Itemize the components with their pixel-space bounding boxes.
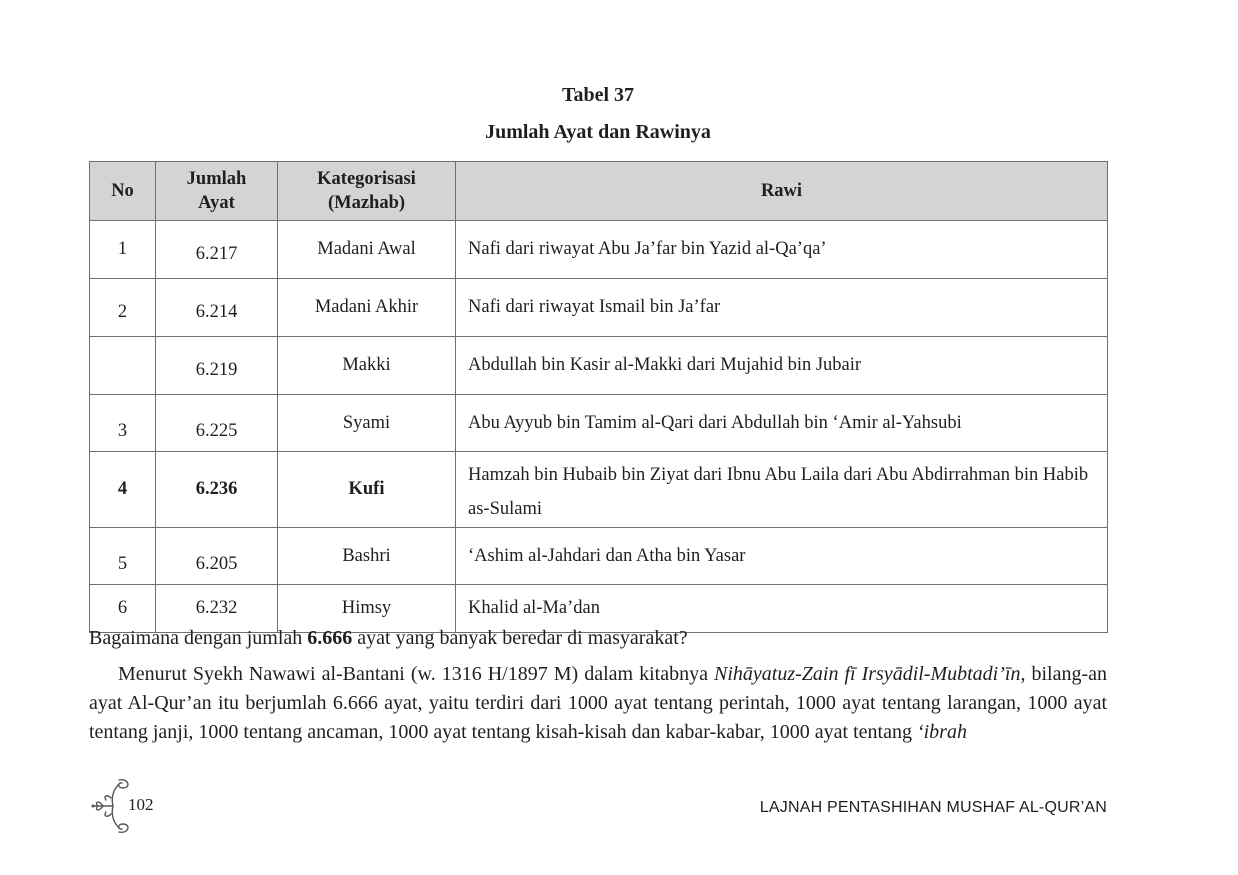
- cell-jumlah-ayat: 6.205: [156, 528, 278, 585]
- cell-rawi: Abdullah bin Kasir al-Makki dari Mujahid bin Jubair: [456, 337, 1108, 395]
- cell-no: 3: [90, 395, 156, 452]
- header-kategorisasi-line1: Kategorisasi: [317, 169, 416, 189]
- paragraph-text-middle: , bilang-an ayat Al-Qur’an itu berjumlah 6.666 ayat, yaitu terdiri dari 1000 ayat tentang perintah, 1000 ayat tentang larangan, 1000 ayat tentang janji, 1000 tentang ancaman, 1000 ayat tentang kisah-kisah dan kabar-kabar, 1000 ayat tentang: [89, 663, 1107, 743]
- paragraph-text-start: Menurut Syekh Nawawi al-Bantani (w. 1316 H/1897 M) dalam kitabnya: [118, 663, 714, 685]
- publisher-footer: LAJNAH PENTASHIHAN MUSHAF AL-QUR’AN: [759, 799, 1107, 816]
- table-row: [90, 221, 1108, 279]
- cell-rawi: Hamzah bin Hubaib bin Ziyat dari Ibnu Abu Laila dari Abu Abdirrahman bin Habib as-Sulami: [456, 452, 1108, 528]
- cell-jumlah-ayat: 6.214: [156, 279, 278, 337]
- cell-jumlah-ayat: 6.225: [156, 395, 278, 452]
- header-no: No: [90, 162, 156, 221]
- header-jumlah-ayat-line1: Jumlah: [186, 169, 247, 189]
- cell-jumlah-ayat: 6.219: [156, 337, 278, 395]
- table-row: [90, 452, 1108, 528]
- page-number: 102: [128, 795, 154, 814]
- header-rawi: Rawi: [456, 162, 1108, 221]
- cell-rawi: Nafi dari riwayat Ismail bin Ja’far: [456, 279, 1108, 337]
- cell-no: 5: [90, 528, 156, 585]
- table-row: [90, 279, 1108, 337]
- question-text-end: ayat yang banyak beredar di masyarakat?: [352, 627, 688, 649]
- data-table: [89, 161, 1108, 633]
- cell-rawi: Nafi dari riwayat Abu Ja’far bin Yazid al-Qa’qa’: [456, 221, 1108, 279]
- cell-no: 2: [90, 279, 156, 337]
- cell-rawi: ‘Ashim al-Jahdari dan Atha bin Yasar: [456, 528, 1108, 585]
- body-paragraph: [89, 660, 1107, 747]
- cell-mazhab: Kufi: [278, 452, 456, 528]
- cell-mazhab: Bashri: [278, 528, 456, 585]
- cell-mazhab: Makki: [278, 337, 456, 395]
- question-paragraph: [89, 624, 1107, 653]
- table-row: [90, 528, 1108, 585]
- cell-jumlah-ayat: 6.232: [156, 585, 278, 633]
- cell-no: 6: [90, 585, 156, 633]
- cell-jumlah-ayat: 6.217: [156, 221, 278, 279]
- table-title: Jumlah Ayat dan Rawinya: [485, 121, 711, 143]
- header-kategorisasi: [278, 162, 456, 221]
- cell-jumlah-ayat: 6.236: [156, 452, 278, 528]
- cell-no: 1: [90, 221, 156, 279]
- question-text-start: Bagaimana dengan jumlah: [89, 627, 308, 649]
- cell-no: 4: [90, 452, 156, 528]
- cell-no: [90, 337, 156, 395]
- paragraph-italic-ending: ‘ibrah: [916, 721, 967, 743]
- cell-mazhab: Syami: [278, 395, 456, 452]
- cell-mazhab: Madani Akhir: [278, 279, 456, 337]
- header-jumlah-ayat: [156, 162, 278, 221]
- cell-rawi: Abu Ayyub bin Tamim al-Qari dari Abdullah bin ‘Amir al-Yahsubi: [456, 395, 1108, 452]
- table-row: [90, 395, 1108, 452]
- table-row: [90, 337, 1108, 395]
- cell-mazhab: Madani Awal: [278, 221, 456, 279]
- cell-rawi: Khalid al-Ma’dan: [456, 585, 1108, 633]
- cell-mazhab: Himsy: [278, 585, 456, 633]
- header-kategorisasi-line2: (Mazhab): [327, 193, 406, 213]
- table-header-row: [90, 162, 1108, 221]
- table-number: Tabel 37: [561, 84, 635, 106]
- question-number: 6.666: [307, 627, 353, 649]
- header-jumlah-ayat-line2: Ayat: [198, 193, 235, 213]
- book-title: Nihāyatuz-Zain fī Irsyādil-Mubtadi’īn: [713, 663, 1021, 685]
